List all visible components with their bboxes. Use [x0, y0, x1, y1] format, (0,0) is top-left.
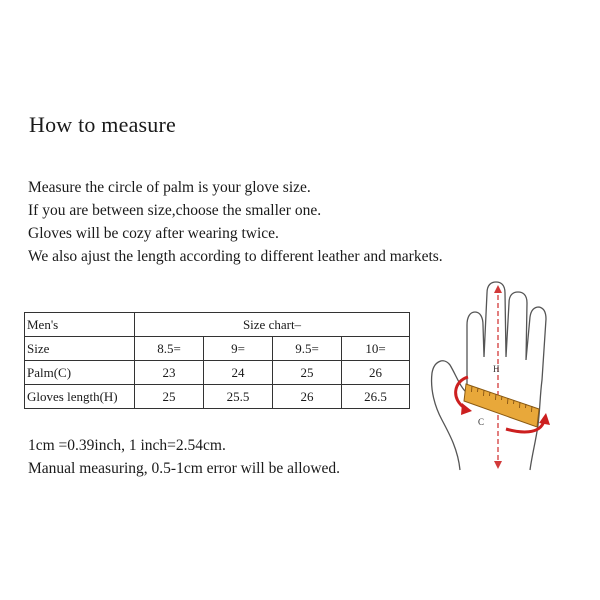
cell: 25.5 [204, 385, 273, 409]
hand-icon [420, 275, 580, 475]
cell: 25 [135, 385, 204, 409]
table-header-row [25, 313, 410, 337]
table-row [25, 337, 410, 361]
row-label: Size [25, 337, 135, 361]
cell: 9.5= [273, 337, 342, 361]
note-line: Manual measuring, 0.5-1cm error will be allowed. [28, 460, 341, 477]
header-label: Men's [25, 313, 135, 337]
cell: 25 [273, 361, 342, 385]
cell: 24 [204, 361, 273, 385]
length-label: H [493, 364, 500, 374]
cell: 26.5 [342, 385, 410, 409]
notes [28, 434, 340, 480]
page-title: How to measure [29, 112, 176, 137]
cell: 23 [135, 361, 204, 385]
instruction-line: Gloves will be cozy after wearing twice. [28, 225, 279, 242]
cell: 8.5= [135, 337, 204, 361]
instruction-line: We also ajust the length according to different leather and markets. [28, 248, 443, 265]
row-label: Palm(C) [25, 361, 135, 385]
cell: 10= [342, 337, 410, 361]
circumference-label: C [478, 417, 485, 427]
table-row [25, 361, 410, 385]
cell: 26 [342, 361, 410, 385]
instructions [28, 176, 443, 268]
hand-measure-diagram [420, 275, 580, 475]
instruction-line: Measure the circle of palm is your glove size. [28, 179, 311, 196]
row-label: Gloves length(H) [25, 385, 135, 409]
cell: 26 [273, 385, 342, 409]
header-title: Size chart‒ [135, 313, 410, 337]
size-chart-table [24, 312, 410, 409]
note-line: 1cm =0.39inch, 1 inch=2.54cm. [28, 437, 226, 454]
cell: 9= [204, 337, 273, 361]
instruction-line: If you are between size,choose the smaller one. [28, 202, 322, 219]
table-row [25, 385, 410, 409]
